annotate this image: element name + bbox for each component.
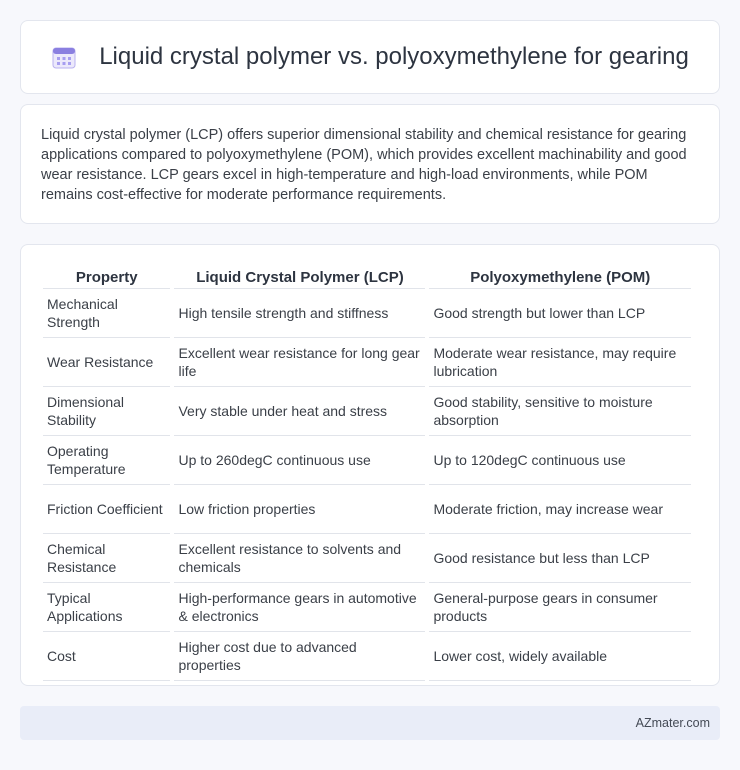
column-header-lcp: Liquid Crystal Polymer (LCP)	[174, 263, 425, 289]
property-cell: Operating Temperature	[43, 436, 170, 485]
footer-site-link[interactable]: AZmater.com	[635, 716, 710, 730]
table-row	[43, 436, 691, 485]
pom-cell: Up to 120degC continuous use	[429, 436, 691, 485]
pom-cell: General-purpose gears in consumer products	[429, 583, 691, 632]
lcp-cell: Excellent wear resistance for long gear life	[174, 338, 425, 387]
property-cell: Chemical Resistance	[43, 534, 170, 583]
comparison-card	[20, 244, 720, 686]
property-cell: Typical Applications	[43, 583, 170, 632]
property-cell: Mechanical Strength	[43, 289, 170, 338]
pom-cell: Good strength but lower than LCP	[429, 289, 691, 338]
column-header-property: Property	[43, 263, 170, 289]
table-row	[43, 534, 691, 583]
intro-paragraph: Liquid crystal polymer (LCP) offers superior dimensional stability and chemical resistance for gearing applications compared to polyoxymethylene (POM), which provides excellent machinability and good wear resistance. LCP gears excel in high-temperature and high-load environments, while POM remains cost-effective for moderate performance requirements.	[41, 127, 687, 203]
title-card	[20, 20, 720, 94]
comparison-table	[39, 263, 695, 681]
table-row	[43, 583, 691, 632]
intro-card	[20, 104, 720, 224]
lcp-cell: Low friction properties	[174, 485, 425, 534]
table-row	[43, 338, 691, 387]
lcp-cell: High tensile strength and stiffness	[174, 289, 425, 338]
lcp-cell: Up to 260degC continuous use	[174, 436, 425, 485]
lcp-cell: Excellent resistance to solvents and chemicals	[174, 534, 425, 583]
table-header-row	[43, 263, 691, 289]
pom-cell: Moderate wear resistance, may require lubrication	[429, 338, 691, 387]
property-cell: Dimensional Stability	[43, 387, 170, 436]
property-cell: Wear Resistance	[43, 338, 170, 387]
property-cell: Friction Coefficient	[43, 485, 170, 534]
table-row	[43, 485, 691, 534]
lcp-cell: Higher cost due to advanced properties	[174, 632, 425, 681]
page-title: Liquid crystal polymer vs. polyoxymethylene for gearing	[99, 43, 689, 70]
lcp-cell: High-performance gears in automotive & electronics	[174, 583, 425, 632]
pom-cell: Lower cost, widely available	[429, 632, 691, 681]
table-row	[43, 632, 691, 681]
table-row	[43, 289, 691, 338]
lcp-cell: Very stable under heat and stress	[174, 387, 425, 436]
pom-cell: Moderate friction, may increase wear	[429, 485, 691, 534]
footer-bar	[20, 706, 720, 740]
table-row	[43, 387, 691, 436]
property-cell: Cost	[43, 632, 170, 681]
pom-cell: Good stability, sensitive to moisture absorption	[429, 387, 691, 436]
column-header-pom: Polyoxymethylene (POM)	[429, 263, 691, 289]
pom-cell: Good resistance but less than LCP	[429, 534, 691, 583]
calendar-grid-icon	[51, 44, 77, 70]
